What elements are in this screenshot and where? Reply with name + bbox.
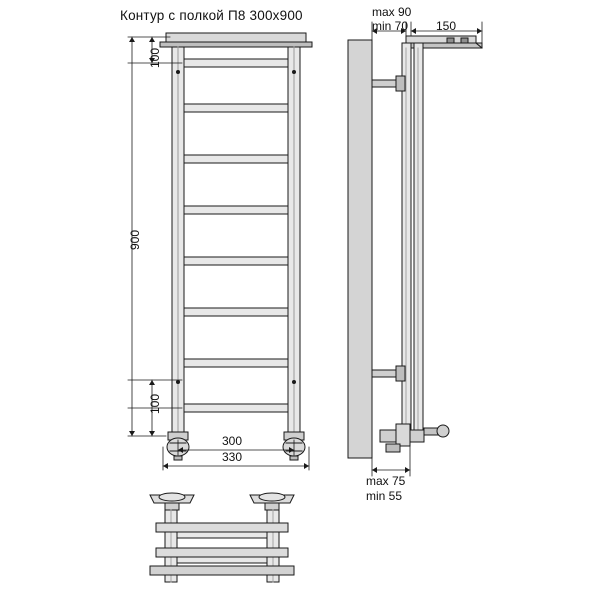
drawing-title: Контур с полкой П8 300x900: [120, 8, 303, 23]
dimension-wall-max: max 90: [372, 5, 412, 19]
front-view-left-rail: [172, 47, 184, 432]
dimension-wall-min: min 70: [372, 19, 409, 33]
dimension-bottom-offset: 100: [148, 393, 162, 414]
front-view-right-rail: [288, 47, 300, 432]
front-view-fixings: [176, 70, 296, 384]
dimension-shelf-depth: 150: [436, 19, 457, 33]
top-view: [150, 493, 294, 582]
dimension-top-offset: 100: [148, 47, 162, 68]
side-view-dimensions: [372, 22, 482, 476]
dimension-outer-width: 330: [222, 450, 243, 464]
side-view-wall-mount-lower: [372, 366, 405, 381]
top-view-right-cap: [250, 493, 294, 510]
top-view-left-cap: [150, 493, 194, 510]
dimension-inner-width: 300: [222, 434, 243, 448]
front-view-crossbars: [184, 59, 288, 412]
front-view-shelf: [160, 33, 312, 47]
dimension-foot-min: min 55: [366, 489, 403, 503]
dimension-total-height: 900: [128, 229, 142, 250]
side-view-wall: [348, 40, 372, 458]
side-view-wall-mount-upper: [372, 76, 405, 91]
dimension-foot-max: max 75: [366, 474, 406, 488]
